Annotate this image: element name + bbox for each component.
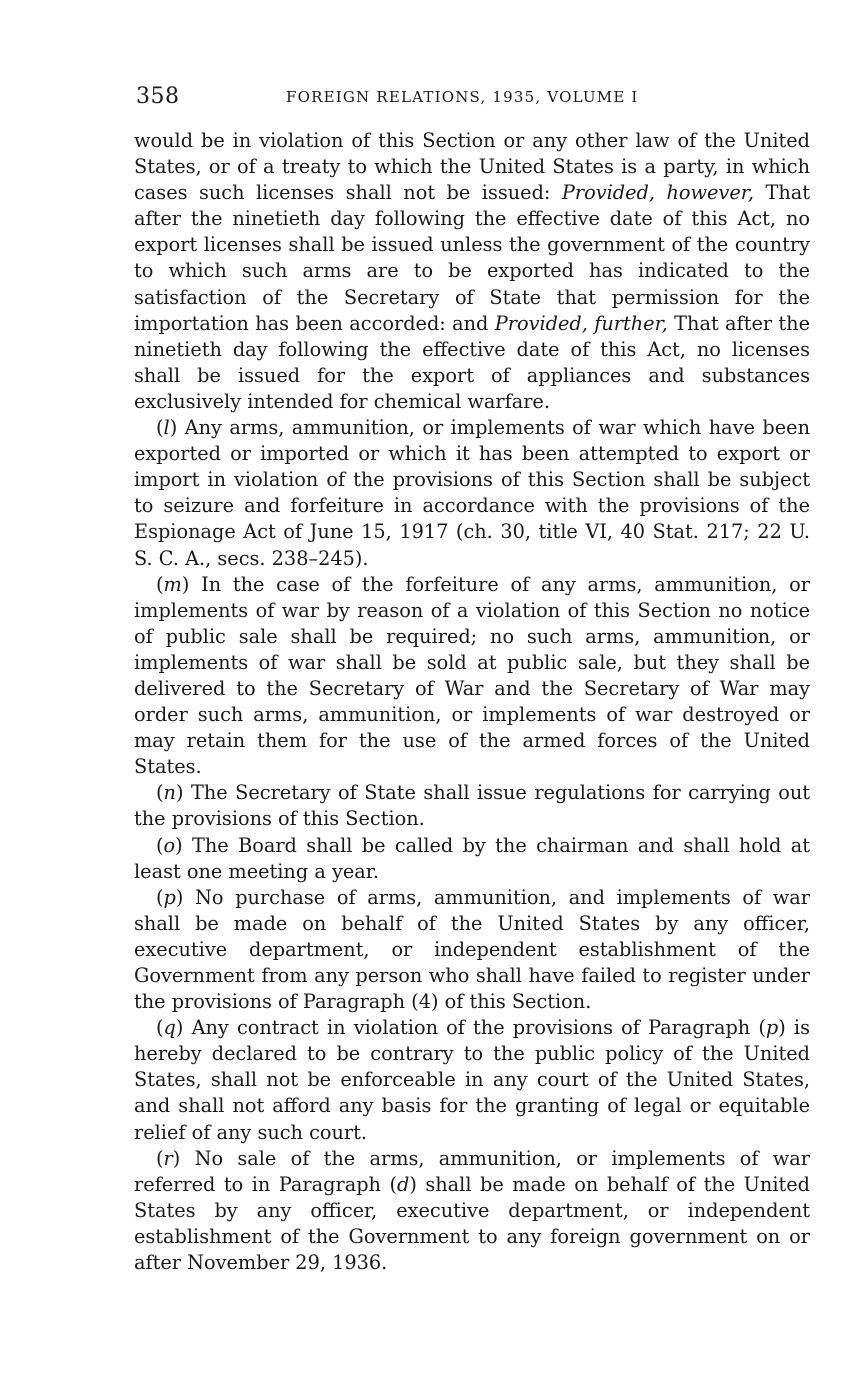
italic-text: d xyxy=(396,1172,410,1196)
text-run: Any arms, ammunition, or implements of war which have been exported or imported or which it has been attempted to export or import in violation of the provisions of this Section shall be subject to seizure and forfeiture in accordance with the provisions of the Espionage Act of June 15, 1917 (ch. 30, title VI, 40 Stat. 217; 22 U. S. C. A., secs. 238–245). xyxy=(134,416,810,570)
paragraph-q: (q) Any contract in violation of the provisions of Paragraph (p) is hereby declared to be contrary to the public policy of the United States, shall not be enforceable in any court of the United States, and shall not afford any basis for the granting of legal or equitable relief of any such court. xyxy=(134,1016,810,1144)
text-run: ) is hereby declared to be contrary to the public policy of the United States, shall not be enforceable in any court of the United States, and shall not afford any basis for the granting of legal or equitable relief of any such court. xyxy=(134,1016,810,1144)
paragraph-n: (n) The Secretary of State shall issue regulations for carrying out the provisions of this Section. xyxy=(134,781,810,831)
page-number: 358 xyxy=(136,84,180,109)
text-run: That after the ninetieth day following the effective date of this Act, no export licenses shall be issued unless the government of the country to which such arms are to be exported has indicated to the satisfaction of the Secretary of State that permission for the importation has been accorded: and xyxy=(134,181,810,335)
text-run: In the case of the forfeiture of any arms, ammunition, or implements of war by reason of a violation of this Section no notice of public sale shall be required; no such arms, ammunition, or implements of war shall be sold at public sale, but they shall be delivered to the Secretary of War and the Secretary of War may order such arms, ammunition, or implements of war destroyed or may retain them for the use of the armed forces of the United States. xyxy=(134,572,810,779)
paragraph-marker: n xyxy=(163,781,176,805)
paragraph-o: (o) The Board shall be called by the chairman and shall hold at least one meeting a year. xyxy=(134,833,810,883)
paragraph-p: (p) No purchase of arms, ammunition, and implements of war shall be made on behalf of the United States by any officer, executive department, or independent establishment of the Government from any person who shall have failed to register under the provisions of Paragraph (4) of this Section. xyxy=(134,885,810,1014)
paragraph-marker: o xyxy=(163,833,176,857)
text-run: That after the ninetieth day following the effective date of this Act, no licenses shall be issued for the export of appliances and substances exclusively intended for chemical warfare. xyxy=(134,311,811,413)
paragraph-l: (l) Any arms, ammunition, or implements of war which have been exported or imported or which it has been attempted to export or import in violation of the provisions of this Section shall be subject to seizure and forfeiture in accordance with the provisions of the Espionage Act of June 15, 1917 (ch. 30, title VI, 40 Stat. 217; 22 U. S. C. A., secs. 238–245). xyxy=(134,416,810,570)
text-run: would be in violation of this Section or any other law of the United States, or of a treaty to which the United States is a party, in which cases such licenses shall not be issued: xyxy=(134,129,810,205)
paragraph-continued xyxy=(134,128,810,415)
paragraph-marker: l xyxy=(163,416,170,440)
text-run: The Secretary of State shall issue regulations for carrying out the provisions of this Section. xyxy=(134,781,810,831)
text-run: ) shall be made on behalf of the United States by any officer, executive department, or independent establishment of the Government to any foreign government on or after November 29, 1936. xyxy=(134,1172,810,1275)
running-title: FOREIGN RELATIONS, 1935, VOLUME I xyxy=(286,88,639,106)
italic-text: p xyxy=(765,1016,779,1040)
page-header xyxy=(136,84,808,112)
text-run: The Board shall be called by the chairman and shall hold at least one meeting a year. xyxy=(134,833,810,883)
italic-text: Provided, further, xyxy=(494,311,668,335)
text-run: Any contract in violation of the provisions of Paragraph ( xyxy=(183,1016,766,1040)
paragraph-m: (m) In the case of the forfeiture of any arms, ammunition, or implements of war by reason of a violation of this Section no notice of public sale shall be required; no such arms, ammunition, or implements of war shall be sold at public sale, but they shall be delivered to the Secretary of War and the Secretary of War may order such arms, ammunition, or implements of war destroyed or may retain them for the use of the armed forces of the United States. xyxy=(134,572,810,779)
paragraph-r: (r) No sale of the arms, ammunition, or implements of war referred to in Paragraph (d) shall be made on behalf of the United States by any officer, executive department, or independent establishment of the Government to any foreign government on or after November 29, 1936. xyxy=(134,1146,810,1275)
text-run: No sale of the arms, ammunition, or implements of war referred to in Paragraph ( xyxy=(134,1146,810,1196)
paragraph-marker: q xyxy=(163,1016,176,1040)
text-run: No purchase of arms, ammunition, and implements of war shall be made on behalf of the United States by any officer, executive department, or independent establishment of the Government from any person who shall have failed to register under the provisions of Paragraph (4) of this Section. xyxy=(134,885,810,1014)
paragraph-marker: p xyxy=(163,885,176,909)
paragraph-marker: r xyxy=(163,1146,173,1170)
body-text xyxy=(134,128,810,1276)
paragraph-marker: m xyxy=(163,572,182,596)
italic-text: Provided, however, xyxy=(561,181,754,205)
